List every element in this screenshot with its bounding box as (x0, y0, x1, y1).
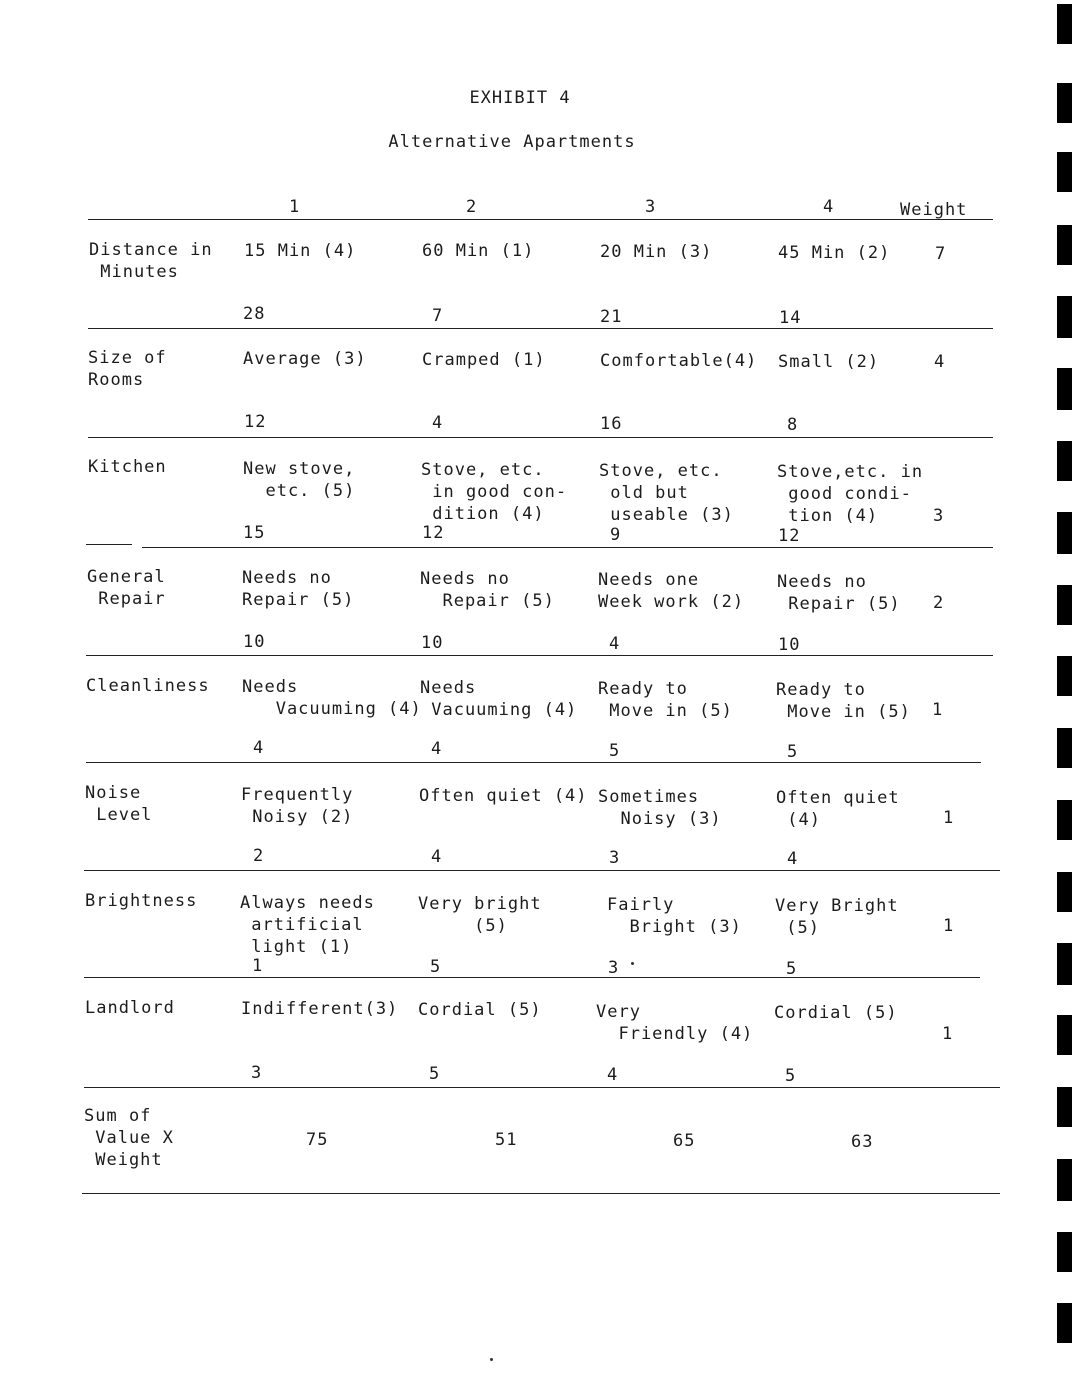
apartment-4-score: 10 (778, 635, 801, 655)
criterion-weight: 1 (942, 1024, 954, 1044)
apartment-1-rating: Needs no Repair (5) (242, 568, 355, 610)
apartment-2-rating: Needs Vacuuming (4) (420, 678, 578, 720)
apartment-1-rating: New stove, etc. (5) (243, 459, 356, 501)
apartment-3-rating: Needs one Week work (2) (598, 570, 745, 612)
table-rule-top (88, 219, 993, 220)
column-header-4: 4 (823, 197, 834, 217)
apartment-1-rating: Indifferent(3) (241, 999, 399, 1019)
apartment-4-score: 8 (787, 415, 799, 435)
scan-edge-mark (1057, 512, 1072, 554)
scan-edge-mark (1057, 83, 1072, 123)
apartment-4-rating: Stove,etc. in good condi- tion (4) (777, 462, 924, 526)
scan-edge-mark (1057, 943, 1072, 985)
criterion-weight: 2 (933, 593, 945, 613)
apartment-3-score: 4 (607, 1065, 619, 1085)
apartment-2-rating: Very bright (5) (418, 894, 542, 936)
apartment-3-rating: Sometimes Noisy (3) (598, 787, 722, 829)
apartment-2-score: 5 (430, 957, 442, 977)
scan-edge-mark (1057, 872, 1072, 912)
sum-label: Sum of Value X Weight (84, 1106, 174, 1170)
apartment-4-rating: Ready to Move in (5) (776, 680, 911, 722)
apartment-4-rating: 45 Min (2) (778, 243, 891, 263)
table-rule (86, 762, 981, 763)
table-rule (142, 547, 993, 548)
apartment-2-score: 10 (421, 633, 444, 653)
apartment-4-score: 5 (786, 959, 798, 979)
criterion-weight: 7 (935, 244, 947, 264)
criterion-label: General Repair (87, 567, 166, 609)
apartment-2-rating: Cordial (5) (418, 1000, 542, 1020)
apartment-2-rating: Cramped (1) (422, 350, 546, 370)
column-header-1: 1 (289, 197, 300, 217)
apartment-1-score: 2 (253, 846, 265, 866)
scan-edge-mark (1057, 1015, 1072, 1055)
table-rule-bottom (82, 1193, 1000, 1194)
apartment-3-score: 21 (600, 307, 623, 327)
scan-edge-mark (1057, 1087, 1072, 1127)
apartment-2-score: 12 (422, 523, 445, 543)
table-rule (86, 655, 993, 656)
scan-edge-mark (1057, 728, 1072, 768)
apartment-2-score: 7 (432, 306, 444, 326)
apartment-2-score: 4 (431, 739, 443, 759)
table-rule (88, 328, 993, 329)
scan-edge-mark (1057, 152, 1072, 192)
apartment-1-score: 28 (243, 304, 266, 324)
apartment-3-rating: Fairly Bright (3) (607, 895, 742, 937)
apartment-1-rating: Frequently Noisy (2) (241, 785, 354, 827)
apartment-1-score: 12 (244, 412, 267, 432)
apartment-2-rating: Often quiet (4) (419, 786, 588, 806)
apartment-1-score: 1 (252, 956, 264, 976)
scan-edge-mark (1057, 296, 1072, 338)
apartment-1-rating: 15 Min (4) (244, 241, 357, 261)
apartment-1-total: 75 (306, 1130, 329, 1150)
criterion-label: Landlord (85, 998, 175, 1018)
criterion-label: Distance in Minutes (89, 240, 213, 282)
apartment-4-total: 63 (851, 1132, 874, 1152)
scan-edge-mark (1057, 4, 1072, 44)
apartment-1-rating: Always needs artificial light (1) (240, 893, 375, 957)
apartment-1-rating: Needs Vacuuming (4) (242, 677, 422, 719)
apartment-2-total: 51 (495, 1130, 518, 1150)
exhibit-title: EXHIBIT 4 (469, 88, 571, 108)
scan-edge-mark (1057, 441, 1072, 481)
apartment-3-rating: Ready to Move in (5) (598, 679, 733, 721)
apartment-4-score: 5 (787, 742, 799, 762)
apartment-3-total: 65 (673, 1131, 696, 1151)
apartment-4-rating: Cordial (5) (774, 1003, 898, 1023)
apartment-3-score: 4 (609, 634, 621, 654)
apartment-4-score: 4 (787, 849, 799, 869)
apartment-2-score: 4 (431, 847, 443, 867)
apartment-1-score: 10 (243, 632, 266, 652)
scan-edge-mark (1057, 1159, 1072, 1201)
apartment-2-rating: Stove, etc. in good con- dition (4) (421, 460, 568, 524)
apartment-4-rating: Small (2) (778, 352, 880, 372)
scan-edge-mark (1057, 368, 1072, 410)
apartment-4-rating: Needs no Repair (5) (777, 572, 901, 614)
criterion-weight: 1 (932, 700, 944, 720)
apartment-3-score: 3 (609, 848, 621, 868)
apartment-4-rating: Often quiet (4) (776, 788, 900, 830)
criterion-weight: 3 (933, 506, 945, 526)
table-rule (88, 437, 993, 438)
apartment-3-score: 16 (600, 414, 623, 434)
table-rule (84, 1087, 1000, 1088)
scan-edge-mark (1057, 1232, 1072, 1272)
apartment-1-score: 4 (253, 738, 265, 758)
criterion-label: Cleanliness (86, 676, 210, 696)
criterion-weight: 1 (943, 808, 955, 828)
scan-edge-mark (1057, 585, 1072, 625)
apartment-3-rating: 20 Min (3) (600, 242, 713, 262)
apartment-2-score: 5 (429, 1064, 441, 1084)
ink-speck (631, 962, 634, 965)
scan-edge-mark (1057, 225, 1072, 265)
criterion-weight: 1 (943, 916, 955, 936)
apartment-2-score: 4 (432, 413, 444, 433)
scan-edge-mark (1057, 656, 1072, 696)
criterion-weight: 4 (934, 352, 946, 372)
apartment-4-score: 12 (778, 526, 801, 546)
table-rule-short (86, 544, 132, 545)
apartment-3-rating: Very Friendly (4) (596, 1002, 754, 1044)
apartment-3-score: 9 (610, 525, 622, 545)
apartment-4-rating: Very Bright (5) (775, 896, 899, 938)
apartment-3-rating: Stove, etc. old but useable (3) (599, 461, 734, 525)
criterion-label: Size of Rooms (88, 348, 167, 390)
criterion-label: Brightness (85, 891, 198, 911)
column-header-3: 3 (645, 197, 656, 217)
apartment-1-score: 15 (243, 523, 266, 543)
apartment-4-score: 5 (785, 1066, 797, 1086)
scan-edge-mark (1057, 800, 1072, 840)
apartment-3-rating: Comfortable(4) (600, 351, 758, 371)
scan-edge-mark (1057, 1303, 1072, 1343)
table-rule (84, 977, 980, 978)
apartment-4-score: 14 (779, 308, 802, 328)
table-rule (84, 870, 1000, 871)
apartment-1-rating: Average (3) (243, 349, 367, 369)
apartment-2-rating: 60 Min (1) (422, 241, 535, 261)
apartment-3-score: 5 (609, 741, 621, 761)
apartment-3-score: 3 (608, 958, 620, 978)
exhibit-subtitle: Alternative Apartments (388, 132, 636, 152)
column-header-2: 2 (466, 197, 477, 217)
apartment-2-rating: Needs no Repair (5) (420, 569, 555, 611)
column-header-weight: Weight (900, 200, 968, 220)
criterion-label: Noise Level (85, 783, 153, 825)
criterion-label: Kitchen (88, 457, 167, 477)
ink-speck (490, 1358, 493, 1361)
apartment-1-score: 3 (251, 1063, 263, 1083)
